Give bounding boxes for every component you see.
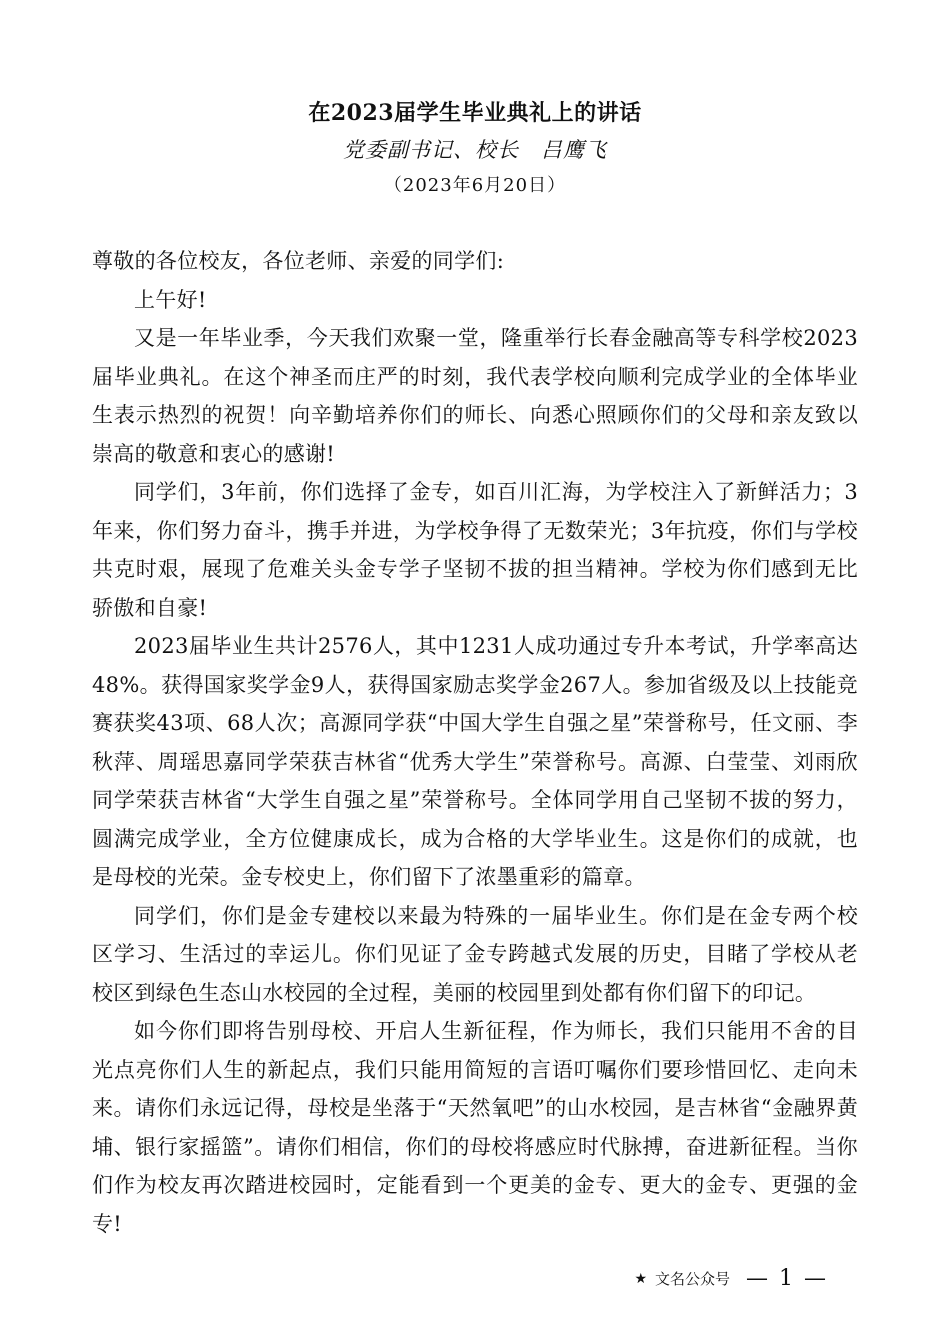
speaker-line: 党委副书记、校长 吕鹰飞 [343, 138, 607, 162]
speech-body [92, 242, 858, 1243]
speech-date: （2023年6月20日） [383, 175, 567, 196]
paragraph-special-class: 同学们，你们是金专建校以来最为特殊的一届毕业生。你们是在金专两个校区学习、生活过的幸运儿。你们见证了金专跨越式发展的历史，目睹了学校从老校区到绿色生态山水校园的全过程，美丽的校园里到处都有你们留下的印记。 [92, 903, 858, 1005]
page-number: — 1 — [746, 1266, 828, 1291]
paragraph-achievements: 2023届毕业生共计2576人，其中1231人成功通过专升本考试，升学率高达48%。获得国家奖学金9人，获得国家励志奖学金267人。参加省级及以上技能竞赛获奖43项、68人次；高源同学获“中国大学生自强之星”荣誉称号，任文丽、李秋萍、周瑶思嘉同学荣获吉林省“优秀大学生”荣誉称号。高源、白莹莹、刘雨欣同学荣获吉林省“大学生自强之星”荣誉称号。全体同学用自己坚韧不拔的努力，圆满完成学业，全方位健康成长，成为合格的大学毕业生。这是你们的成就，也是母校的光荣。金专校史上，你们留下了浓墨重彩的篇章。 [92, 634, 858, 889]
paragraph-greeting: 上午好! [134, 287, 207, 312]
page-footer [634, 1264, 828, 1294]
paragraph-opening: 又是一年毕业季，今天我们欢聚一堂，隆重举行长春金融高等专科学校2023届毕业典礼。在这个神圣而庄严的时刻，我代表学校向顺利完成学业的全体毕业生表示热烈的祝贺！向辛勤培养你们的师长、向悉心照顾你们的父母和亲友致以崇高的敬意和衷心的感谢! [92, 326, 858, 466]
salutation: 尊敬的各位校友，各位老师、亲爱的同学们: [92, 249, 505, 273]
star-icon: ★ [634, 1271, 647, 1287]
footer-source: 文名公众号 [655, 1270, 731, 1288]
document-title: 在2023届学生毕业典礼上的讲话 [308, 100, 642, 126]
paragraph-three-years: 同学们，3年前，你们选择了金专，如百川汇海，为学校注入了新鲜活力；3年来，你们努力奋斗，携手并进，为学校争得了无数荣光；3年抗疫，你们与学校共克时艰，展现了危难关头金专学子坚韧不拔的担当精神。学校为你们感到无比骄傲和自豪! [92, 480, 858, 620]
paragraph-farewell: 如今你们即将告别母校、开启人生新征程，作为师长，我们只能用不舍的目光点亮你们人生的新起点，我们只能用简短的言语叮嘱你们要珍惜回忆、走向未来。请你们永远记得，母校是坐落于“天然氧吧”的山水校园，是吉林省“金融界黄埔、银行家摇篮”。请你们相信，你们的母校将感应时代脉搏，奋进新征程。当你们作为校友再次踏进校园时，定能看到一个更美的金专、更大的金专、更强的金专! [92, 1019, 858, 1236]
